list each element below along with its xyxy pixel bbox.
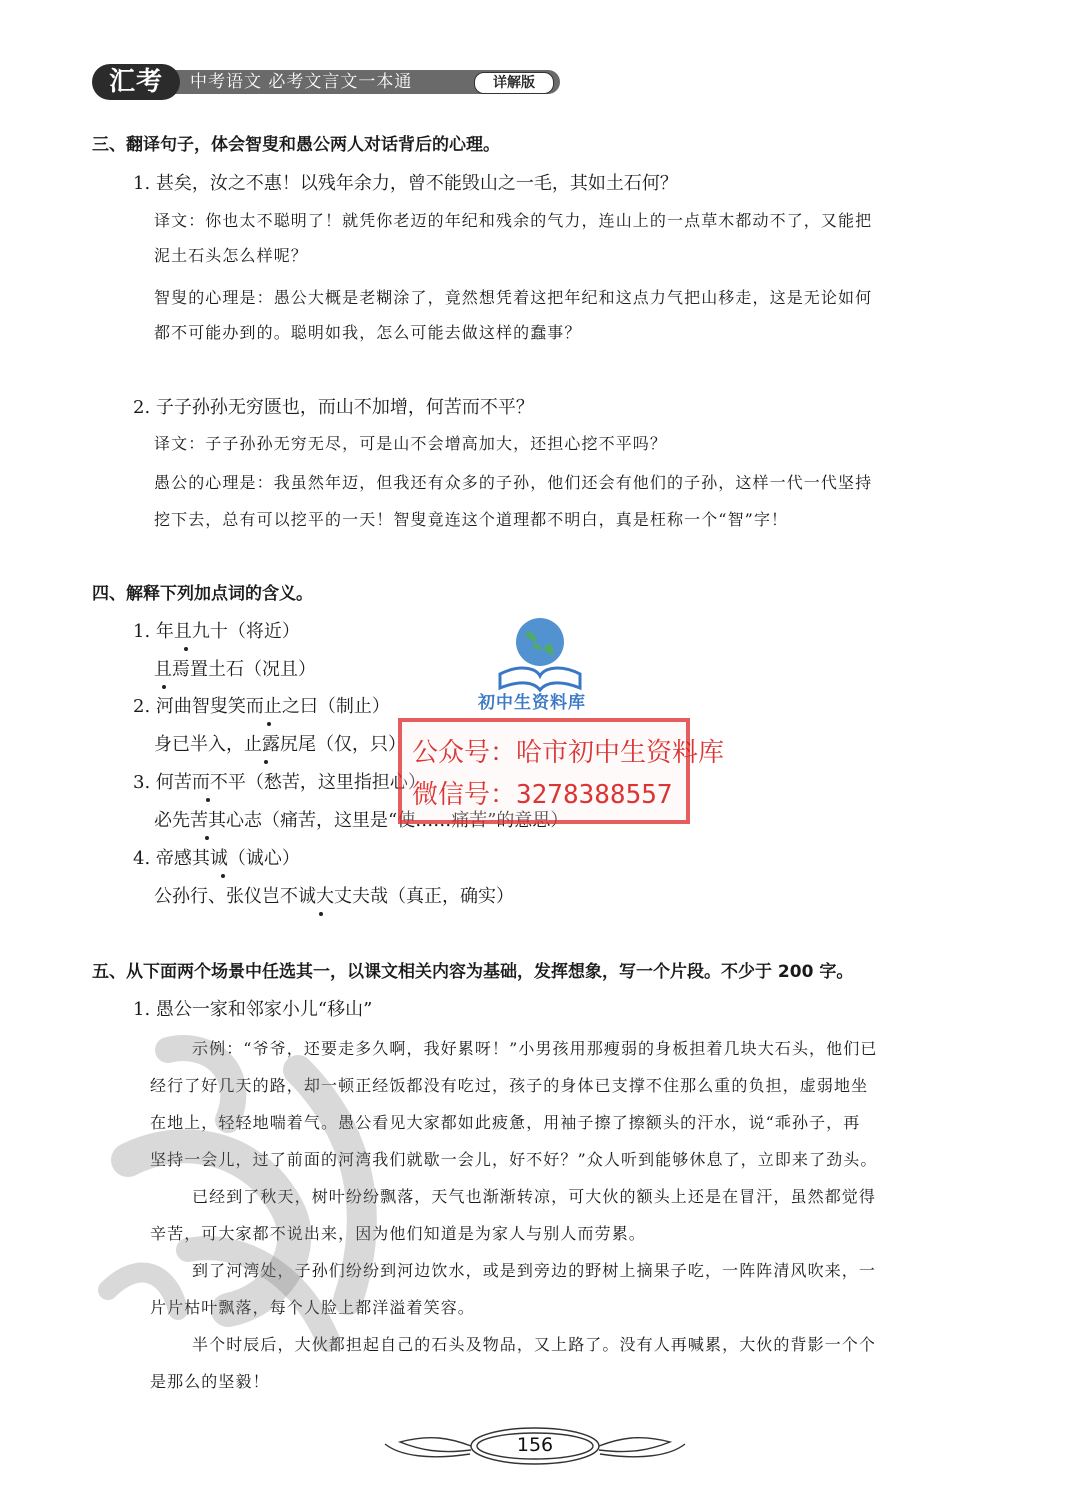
emphasis-dot <box>184 647 188 651</box>
section4-heading: 四、解释下列加点词的含义。 <box>92 584 313 604</box>
emphasis-dot <box>205 836 209 840</box>
essay-line: 片片枯叶飘落，每个人脸上都洋溢着笑容。 <box>150 1298 475 1317</box>
section4-item: 1. 年且九十（将近） <box>133 621 300 642</box>
watermark-site-name: 初中生资料库 <box>478 693 586 713</box>
emphasis-dot <box>264 760 268 764</box>
watermark-stamp <box>398 718 725 824</box>
page-footer <box>380 1420 690 1476</box>
book-logo: 汇考 <box>92 64 180 100</box>
section3-q1-psychology: 智叟的心理是：愚公大概是老糊涂了，竟然想凭着这把年纪和这点力气把山移走，这是无论如何 <box>154 288 873 307</box>
section4-item: 2. 河曲智叟笑而止之曰（制止） <box>133 696 390 717</box>
section3-q2-psychology-cont: 挖下去，总有可以挖平的一天！智叟竟连这个道理都不明白，真是枉称一个“智”字！ <box>154 510 789 529</box>
essay-line: 坚持一会儿，过了前面的河湾我们就歇一会儿，好不好？”众人听到能够休息了，立即来了劲头。 <box>150 1150 878 1169</box>
stamp-line-official-account: 公众号：哈市初中生资料库 <box>412 738 725 768</box>
section3-heading: 三、翻译句子，体会智叟和愚公两人对话背后的心理。 <box>92 135 500 155</box>
section4-item: 4. 帝感其诚（诚心） <box>133 848 300 869</box>
stamp-line-wechat: 微信号：3278388557 <box>412 780 673 810</box>
section3-q1-sentence: 1. 甚矣，汝之不惠！以残年余力，曾不能毁山之一毛，其如土石何？ <box>133 173 678 194</box>
essay-line: 已经到了秋天，树叶纷纷飘落，天气也渐渐转凉，可大伙的额头上还是在冒汗，虽然都觉得 <box>192 1187 877 1206</box>
emphasis-dot <box>267 722 271 726</box>
section3-q1-psychology-cont: 都不可能办到的。聪明如我，怎么可能去做这样的蠢事？ <box>154 323 582 342</box>
section4-item: 3. 何苦而不平（愁苦，这里指担心） <box>133 772 426 793</box>
essay-line: 在地上，轻轻地喘着气。愚公看见大家都如此疲惫，用袖子擦了擦额头的汗水，说“乖孙子，再 <box>150 1113 861 1132</box>
page-header <box>92 64 562 100</box>
essay-line: 经行了好几天的路，却一顿正经饭都没有吃过，孩子的身体已支撑不住那么重的负担，虚弱地坐 <box>150 1076 869 1095</box>
essay-line: 半个时辰后，大伙都担起自己的石头及物品，又上路了。没有人再喊累，大伙的背影一个个 <box>192 1335 877 1354</box>
emphasis-dot <box>206 798 210 802</box>
essay-line: 辛苦，可大家都不说出来，因为他们知道是为家人与别人而劳累。 <box>150 1224 646 1243</box>
section5-heading: 五、从下面两个场景中任选其一，以课文相关内容为基础，发挥想象，写一个片段。不少于 200 字。 <box>92 962 854 982</box>
section5-q1-title: 1. 愚公一家和邻家小儿“移山” <box>133 999 373 1020</box>
book-title: 中考语文 必考文言文一本通 <box>190 72 413 92</box>
essay-line: 是那么的坚毅！ <box>150 1372 270 1391</box>
section3-q1-translation: 译文：你也太不聪明了！就凭你老迈的年纪和残余的气力，连山上的一点草木都动不了，又能把 <box>154 211 873 230</box>
section4-item: 必先苦其心志（痛苦，这里是“使……痛苦”的意思） <box>154 810 569 831</box>
section4-item: 公孙行、张仪岂不诚大丈夫哉（真正，确实） <box>154 886 514 907</box>
edition-badge: 详解版 <box>474 72 554 94</box>
emphasis-dot <box>319 912 323 916</box>
emphasis-dot <box>221 874 225 878</box>
essay-line: 到了河湾处，子孙们纷纷到河边饮水，或是到旁边的野树上摘果子吃，一阵阵清风吹来，一 <box>192 1261 877 1280</box>
calligraphy-watermark <box>98 1010 428 1370</box>
section4-item: 身已半入，止露尻尾（仅，只） <box>154 734 406 755</box>
essay-line: 示例：“爷爷，还要走多久啊，我好累呀！”小男孩用那瘦弱的身板担着几块大石头，他们已 <box>192 1039 878 1058</box>
section3-q2-sentence: 2. 子子孙孙无穷匮也，而山不加增，何苦而不平？ <box>133 397 534 418</box>
section4-item: 且焉置土石（况且） <box>154 659 316 680</box>
section3-q2-psychology: 愚公的心理是：我虽然年迈，但我还有众多的子孙，他们还会有他们的子孙，这样一代一代坚持 <box>154 473 873 492</box>
section3-q2-translation: 译文：子子孙孙无穷无尽，可是山不会增高加大，还担心挖不平吗？ <box>154 434 668 453</box>
section3-q1-translation-cont: 泥土石头怎么样呢？ <box>154 246 308 265</box>
emphasis-dot <box>162 685 166 689</box>
page-number: 156 <box>516 1434 554 1456</box>
